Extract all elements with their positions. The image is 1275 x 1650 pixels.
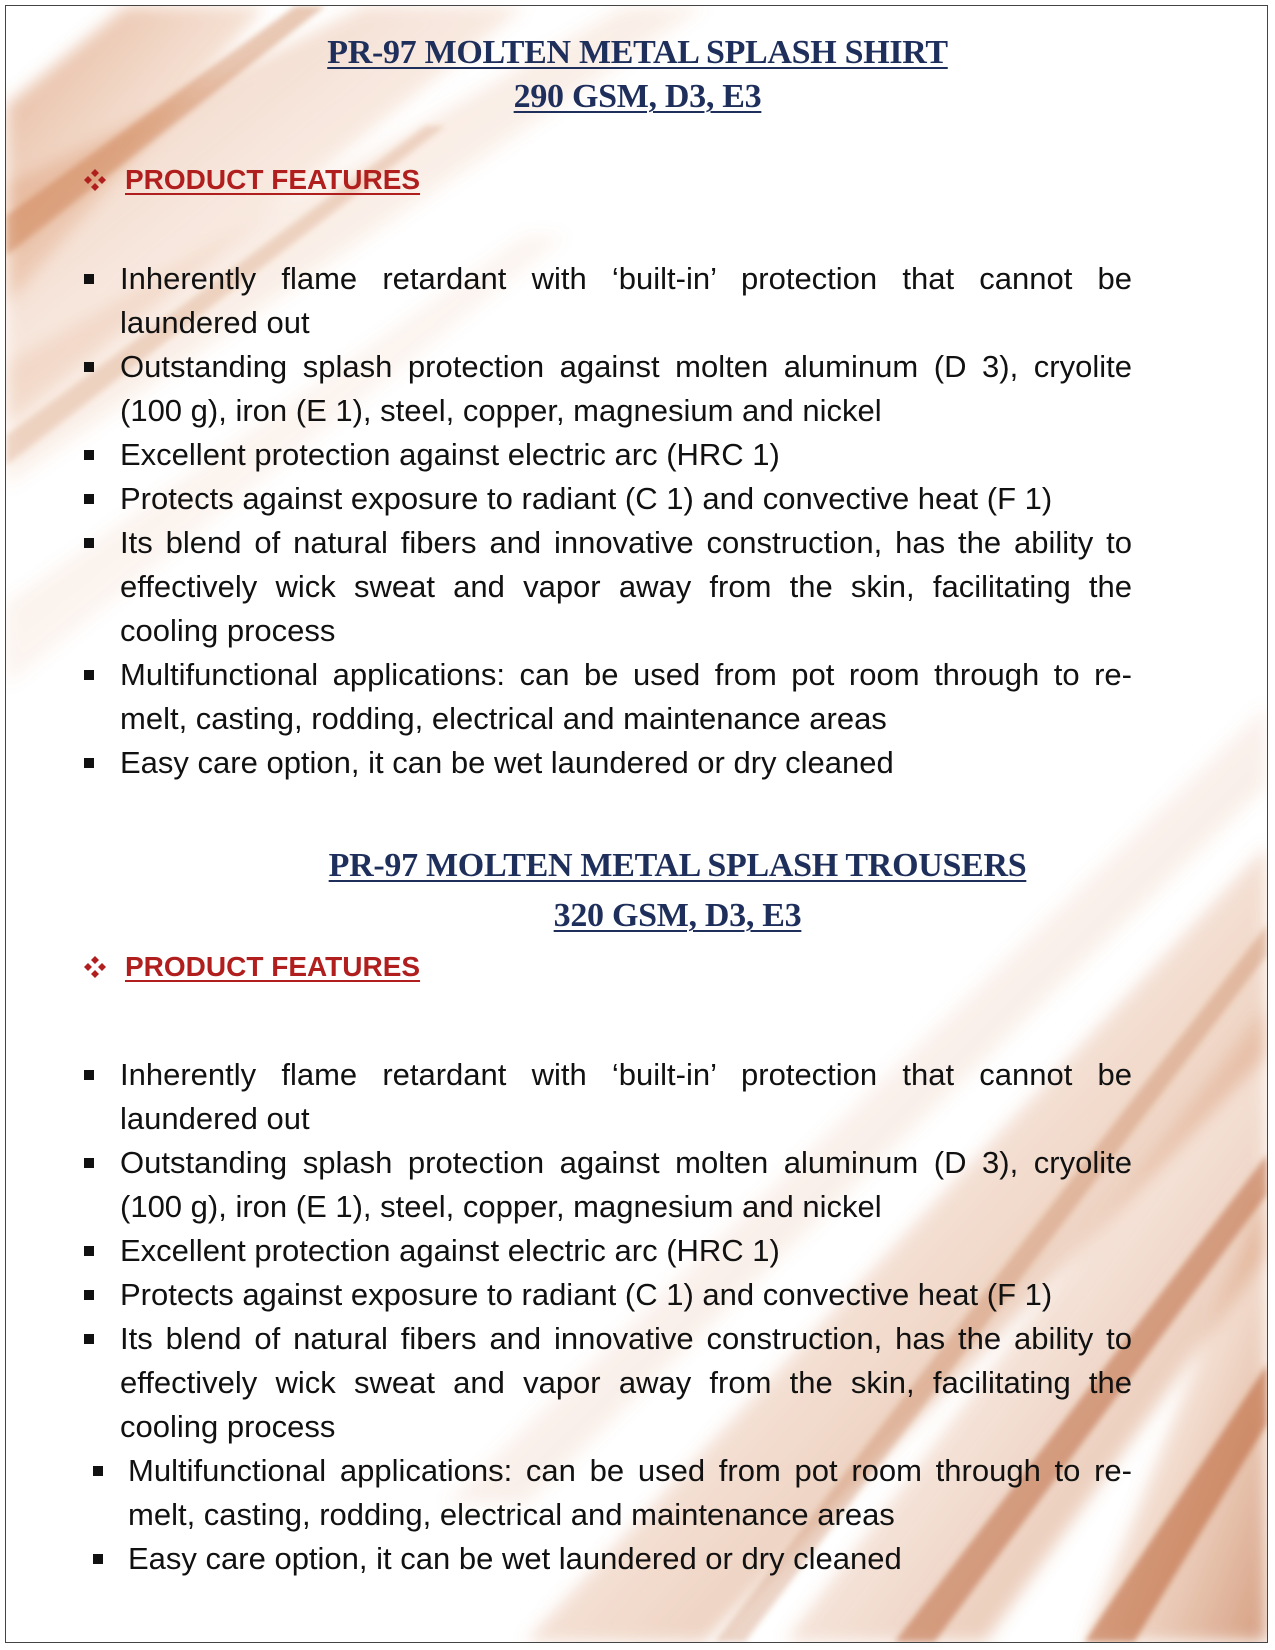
trousers-subtitle: 320 GSM, D3, E3 [553, 897, 802, 934]
document-content [6, 6, 1267, 1642]
list-item: Multifunctional applications: can be used from pot room through to re-melt, casting, rodding, electrical and maintenance areas [82, 653, 1132, 741]
list-item: Excellent protection against electric arc (HRC 1) [82, 433, 1132, 477]
list-item: Excellent protection against electric arc (HRC 1) [82, 1229, 1132, 1273]
list-item: Outstanding splash protection against molten aluminum (D 3), cryolite (100 g), iron (E 1), steel, copper, magnesium and nickel [82, 1141, 1132, 1229]
shirt-title: PR-97 MOLTEN METAL SPLASH SHIRT [327, 34, 948, 71]
list-item: Inherently flame retardant with ‘built-in’ protection that cannot be laundered out [82, 257, 1132, 345]
square-bullet-icon [84, 758, 94, 768]
square-bullet-icon [93, 1554, 103, 1564]
list-item: Protects against exposure to radiant (C 1) and convective heat (F 1) [82, 477, 1132, 521]
trousers-title: PR-97 MOLTEN METAL SPLASH TROUSERS [328, 847, 1027, 884]
list-item: Its blend of natural fibers and innovative construction, has the ability to effectively wick sweat and vapor away from the skin, facilitating the cooling process [82, 521, 1132, 653]
square-bullet-icon [84, 1070, 94, 1080]
list-item: Inherently flame retardant with ‘built-in’ protection that cannot be laundered out [82, 1053, 1132, 1141]
document-page [5, 5, 1268, 1643]
square-bullet-icon [84, 670, 94, 680]
square-bullet-icon [84, 274, 94, 284]
square-bullet-icon [84, 450, 94, 460]
list-item: Its blend of natural fibers and innovative construction, has the ability to effectively wick sweat and vapor away from the skin, facilitating the cooling process [82, 1317, 1132, 1449]
list-item: Easy care option, it can be wet laundered or dry cleaned [82, 1537, 1132, 1581]
shirt-features-list [82, 257, 1132, 785]
square-bullet-icon [84, 362, 94, 372]
square-bullet-icon [84, 1158, 94, 1168]
square-bullet-icon [84, 1246, 94, 1256]
square-bullet-icon [84, 1334, 94, 1344]
square-bullet-icon [84, 494, 94, 504]
diamond-bullet-icon [82, 167, 108, 193]
list-item: Easy care option, it can be wet laundered or dry cleaned [82, 741, 1132, 785]
trousers-features-heading [82, 951, 420, 983]
list-item: Protects against exposure to radiant (C 1) and convective heat (F 1) [82, 1273, 1132, 1317]
section-heading-label: PRODUCT FEATURES [125, 951, 421, 982]
square-bullet-icon [84, 1290, 94, 1300]
shirt-features-heading [82, 164, 420, 196]
diamond-bullet-icon [82, 954, 108, 980]
section-heading-label: PRODUCT FEATURES [125, 164, 421, 195]
shirt-subtitle: 290 GSM, D3, E3 [513, 78, 762, 115]
square-bullet-icon [93, 1466, 103, 1476]
square-bullet-icon [84, 538, 94, 548]
list-item: Multifunctional applications: can be used from pot room through to re-melt, casting, rodding, electrical and maintenance areas [82, 1449, 1132, 1537]
list-item: Outstanding splash protection against molten aluminum (D 3), cryolite (100 g), iron (E 1), steel, copper, magnesium and nickel [82, 345, 1132, 433]
trousers-features-list [82, 1053, 1132, 1581]
